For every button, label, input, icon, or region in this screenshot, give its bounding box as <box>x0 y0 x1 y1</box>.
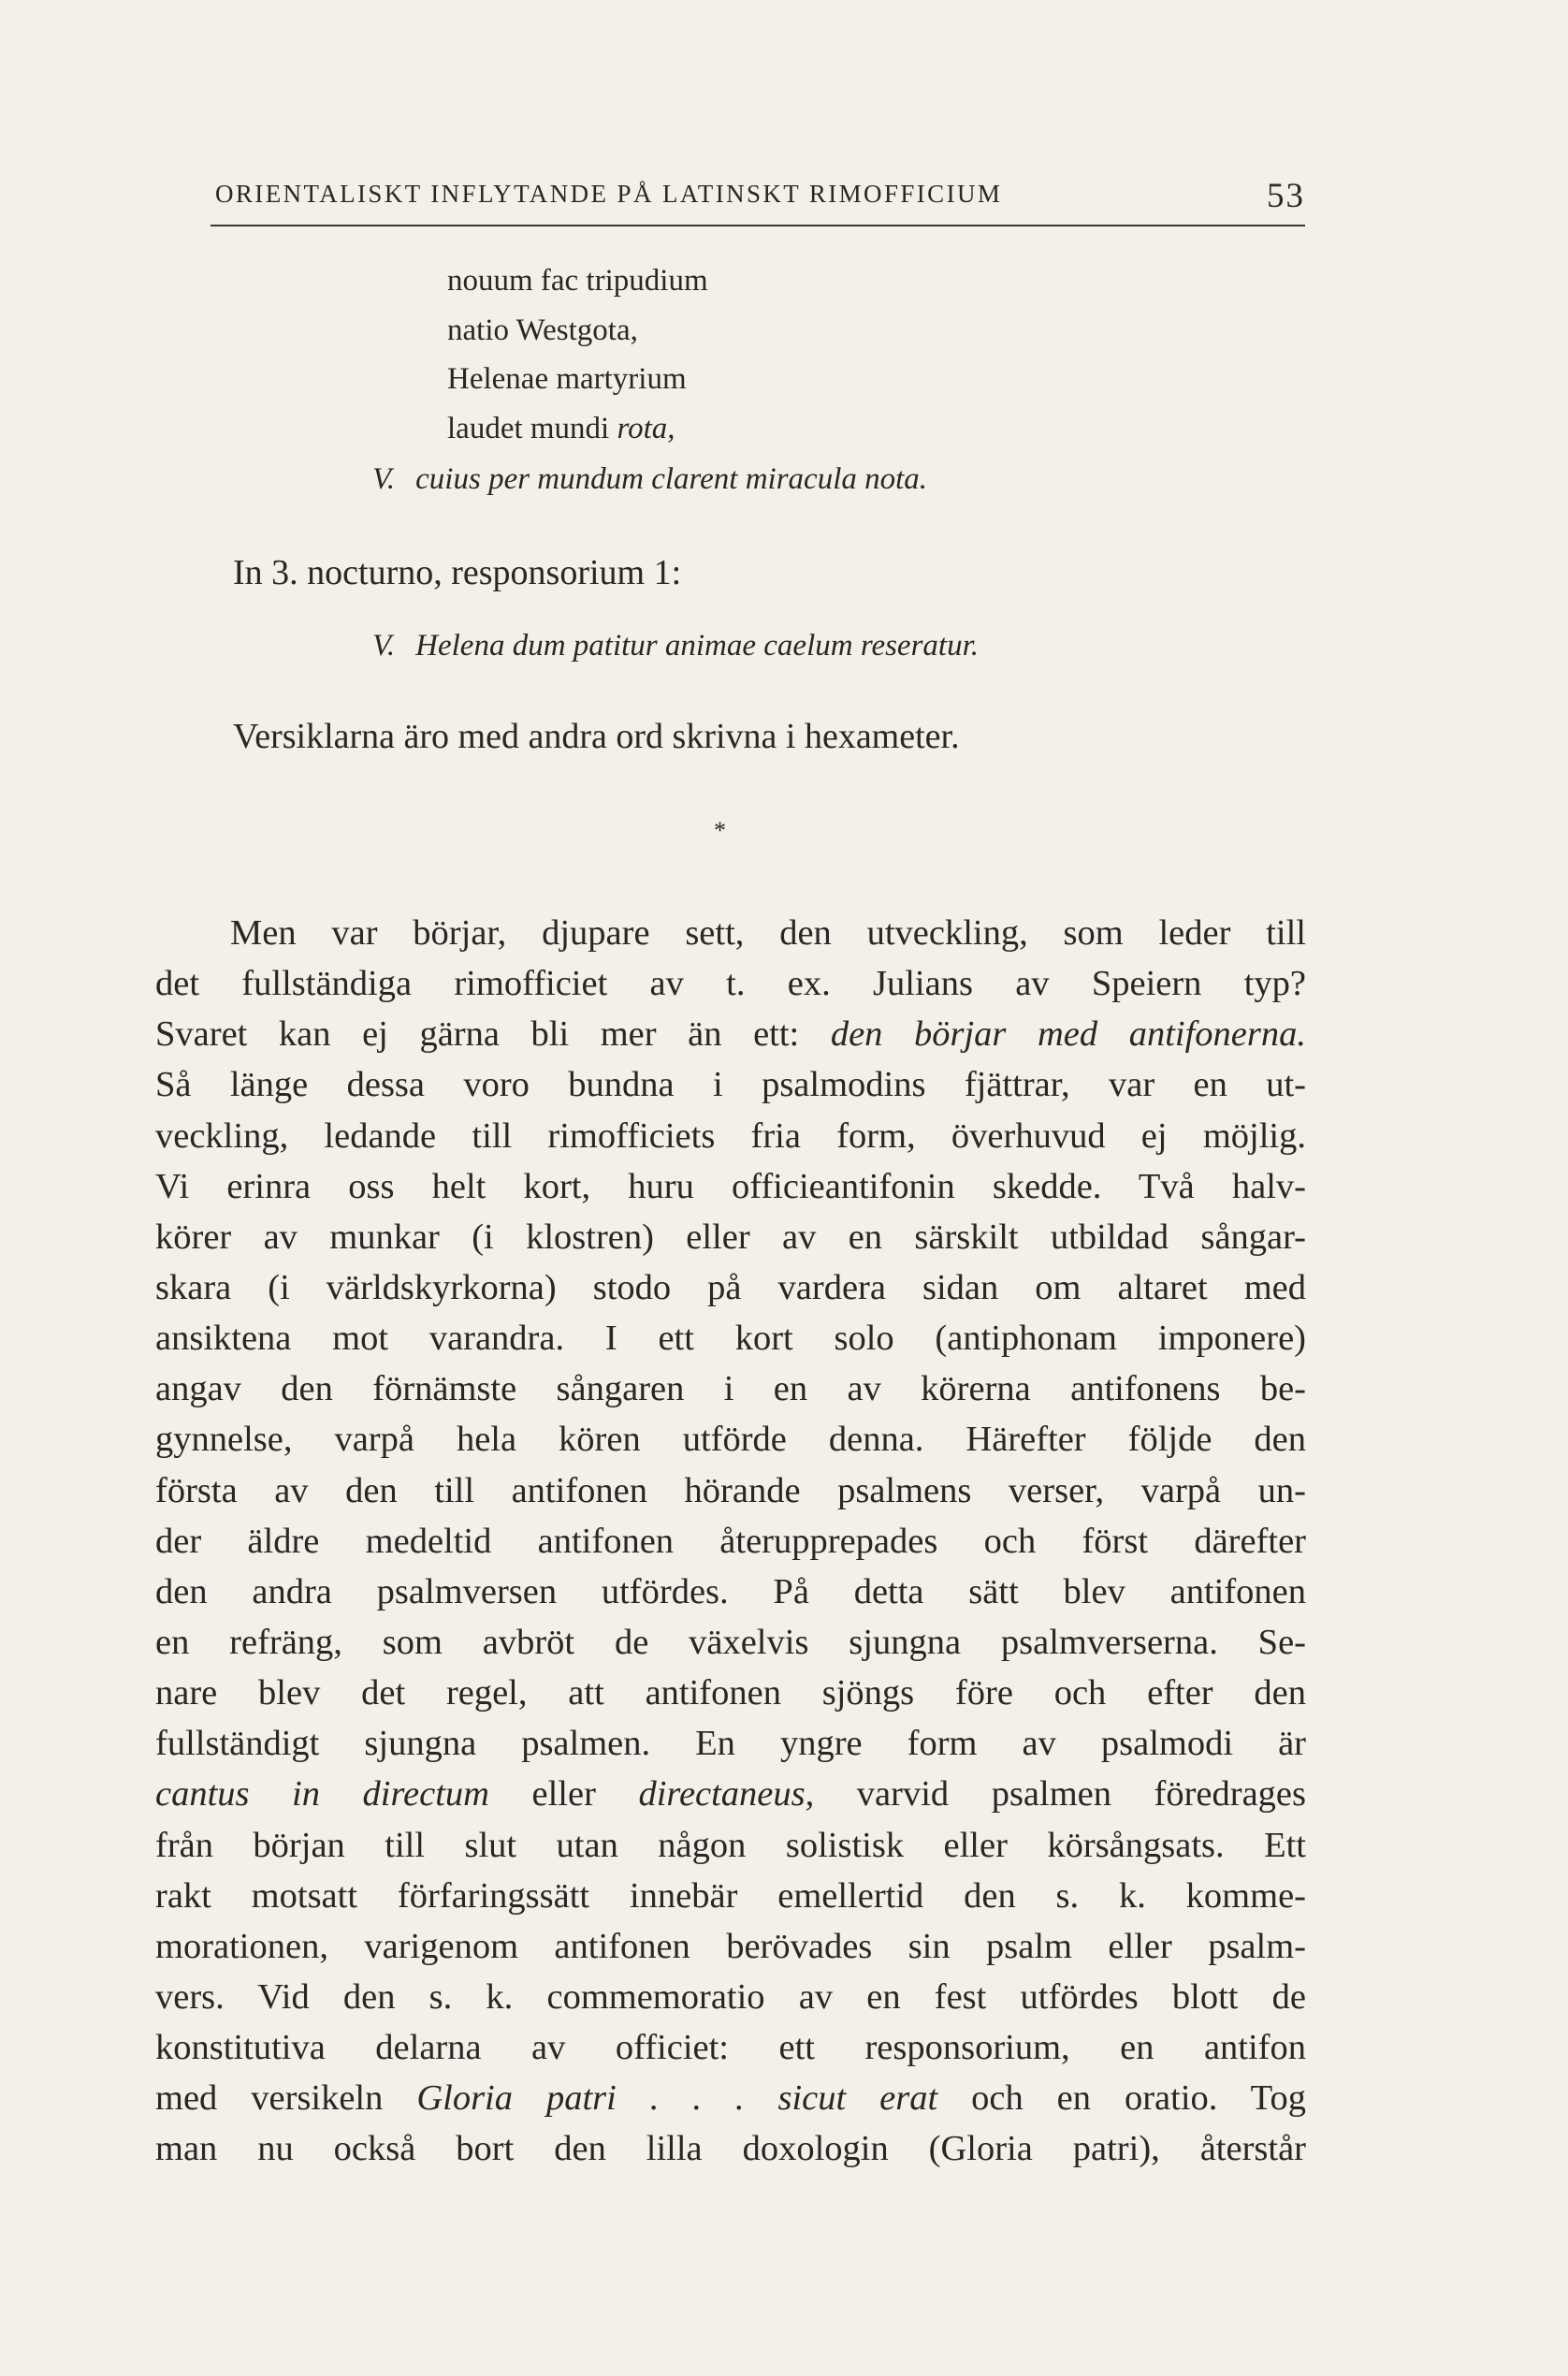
paragraph-line <box>155 1212 1306 1262</box>
running-header <box>211 176 1305 226</box>
italic-phrase: cantus in directum <box>155 1774 489 1815</box>
paragraph-line <box>155 2073 1306 2123</box>
line-text: varvid psalmen föredrages <box>814 1774 1306 1815</box>
paragraph-line <box>155 1617 1306 1668</box>
nocturn-versicle <box>372 629 979 663</box>
line-text: ansiktena mot varandra. I ett kort solo (antiphonam imponere) <box>155 1319 1306 1359</box>
line-text: det fullständiga rimofficiet av t. ex. Julians av Speiern typ? <box>155 964 1306 1004</box>
line-text: Vi erinra oss helt kort, huru officieantifonin skedde. Två halv- <box>155 1166 1306 1206</box>
paragraph-line <box>155 1668 1306 1718</box>
line-text: fullständigt sjungna psalmen. En yngre form av psalmodi är <box>155 1724 1306 1764</box>
line-text: vers. Vid den s. k. commemoratio av en fest utfördes blott de <box>155 1976 1306 2017</box>
line-text: konstitutiva delarna av officiet: ett responsorium, en antifon <box>155 2028 1306 2068</box>
line-text: Men var börjar, djupare sett, den utveckling, som leder till <box>230 913 1306 953</box>
page-number: 53 <box>1267 177 1305 215</box>
paragraph-line <box>155 1820 1306 1871</box>
body-paragraph <box>155 908 1306 2175</box>
line-text: och en oratio. Tog <box>937 2078 1306 2119</box>
verse-line <box>447 412 675 446</box>
line-text: skara (i världskyrkorna) stodo på vardera sidan om altaret med <box>155 1267 1306 1307</box>
versicle-mark: V. <box>372 629 396 663</box>
line-text: eller <box>488 1774 639 1815</box>
line-text: med versikeln <box>155 2078 417 2119</box>
line-text: gynnelse, varpå hela kören utförde denna. Härefter följde den <box>155 1420 1306 1460</box>
line-text: en refräng, som avbröt de växelvis sjungna psalmverserna. Se- <box>155 1622 1306 1662</box>
paragraph-line <box>155 1516 1306 1567</box>
section-separator: * <box>714 817 726 844</box>
paragraph-line <box>155 1009 1306 1059</box>
paragraph-line <box>155 1161 1306 1212</box>
versicle <box>372 462 927 497</box>
italic-phrase: den börjar med antifonerna. <box>830 1014 1306 1055</box>
line-text: från början till slut utan någon solistisk eller körsångsats. Ett <box>155 1825 1306 1865</box>
paragraph-line <box>155 1465 1306 1516</box>
paragraph-line <box>155 1972 1306 2022</box>
versicle-mark: V. <box>372 462 396 496</box>
line-text: nare blev det regel, att antifonen sjöngs före och efter den <box>155 1673 1306 1713</box>
header-title: ORIENTALISKT INFLYTANDE PÅ LATINSKT RIMOFFICIUM <box>215 180 1003 208</box>
paragraph-line <box>155 1059 1306 1110</box>
line-text: morationen, varigenom antifonen berövades sin psalm eller psalm- <box>155 1926 1306 1966</box>
paragraph-line <box>155 1718 1306 1769</box>
line-text: första av den till antifonen hörande psalmens verser, varpå un- <box>155 1470 1306 1510</box>
nocturn-heading: In 3. nocturno, responsorium 1: <box>233 553 682 592</box>
paragraph-line <box>155 1921 1306 1972</box>
paragraph-line <box>155 1414 1306 1465</box>
paragraph-line <box>155 2022 1306 2073</box>
rota-word: rota, <box>617 412 675 445</box>
paragraph-line <box>155 1769 1306 1819</box>
verse-line: natio Westgota, <box>447 313 638 347</box>
paragraph-line <box>155 1871 1306 1921</box>
line-text: der äldre medeltid antifonen återupprepades och först därefter <box>155 1521 1306 1561</box>
paragraph-line <box>155 2123 1306 2174</box>
paragraph-line <box>155 958 1306 1009</box>
paragraph-line <box>155 1313 1306 1363</box>
line-text: den andra psalmversen utfördes. På detta sätt blev antifonen <box>155 1571 1306 1611</box>
line-text: rakt motsatt förfaringssätt innebär emellertid den s. k. komme- <box>155 1875 1306 1916</box>
paragraph-line <box>155 1111 1306 1161</box>
hexameter-note: Versiklarna äro med andra ord skrivna i hexameter. <box>233 717 960 756</box>
line-text: Svaret kan ej gärna bli mer än ett: <box>155 1014 831 1055</box>
paragraph-line <box>155 908 1306 958</box>
italic-phrase: directaneus, <box>638 1774 815 1815</box>
line-text: Så länge dessa voro bundna i psalmodins fjättrar, var en ut- <box>155 1065 1306 1105</box>
versicle-text: cuius per mundum clarent miracula nota. <box>415 462 928 496</box>
line-text: man nu också bort den lilla doxologin (Gloria patri), återstår <box>155 2129 1306 2169</box>
versicle-text: Helena dum patitur animae caelum reseratur. <box>415 629 980 663</box>
line-text: veckling, ledande till rimofficiets fria form, överhuvud ej möjlig. <box>155 1115 1306 1156</box>
verse-line: nouum fac tripudium <box>447 264 708 298</box>
line-text: körer av munkar (i klostren) eller av en särskilt utbildad sångar- <box>155 1217 1306 1257</box>
line-text: angav den förnämste sångaren i en av körerna antifonens be- <box>155 1369 1306 1409</box>
paragraph-line <box>155 1262 1306 1313</box>
paragraph-line <box>155 1363 1306 1414</box>
verse-line-text: laudet mundi <box>447 412 617 445</box>
verse-line: Helenae martyrium <box>447 362 687 396</box>
paragraph-line <box>155 1567 1306 1617</box>
italic-phrase: Gloria patri . . . sicut erat <box>416 2078 938 2119</box>
